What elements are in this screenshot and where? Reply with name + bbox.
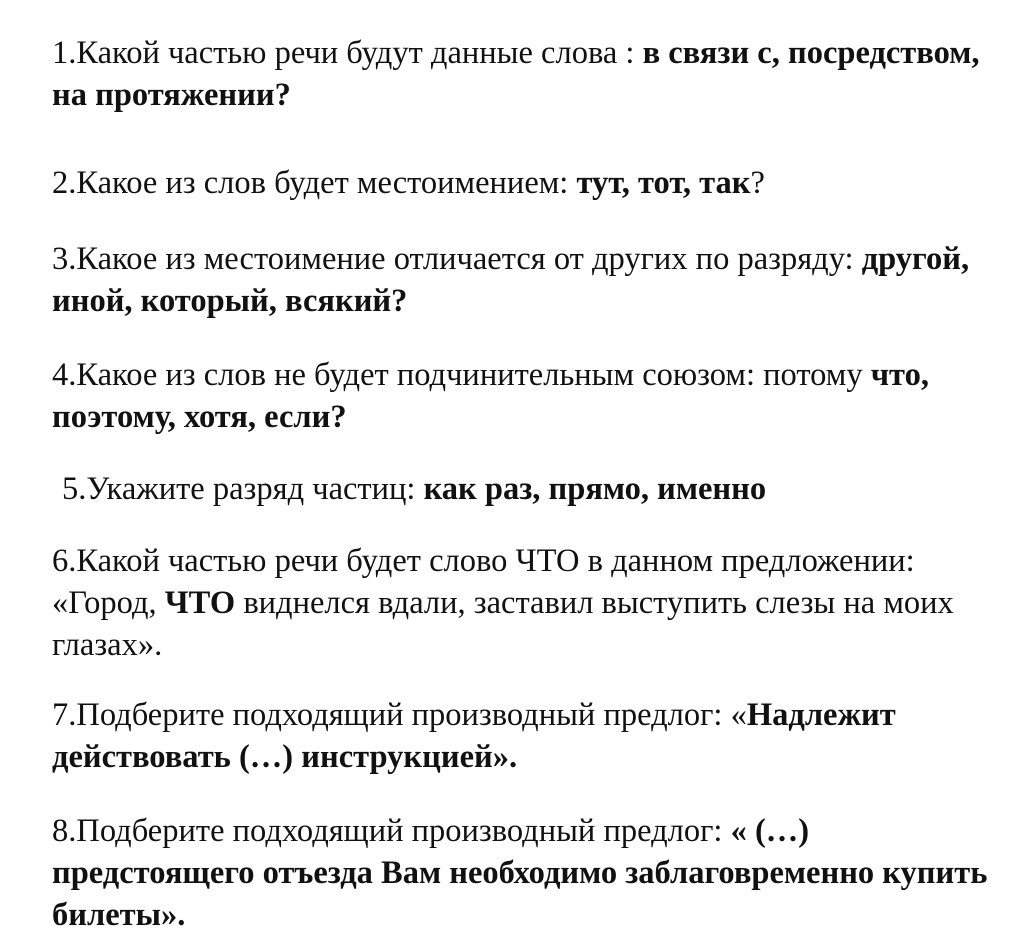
question-2-tail: ? [750, 165, 765, 201]
question-3 [52, 238, 1002, 322]
question-8-text: 8.Подберите подходящий производный предлог: [52, 813, 731, 849]
question-3-text: 3.Какое из местоимение отличается от других по разряду: [52, 241, 862, 277]
question-5-bold: как раз, прямо, именно [423, 471, 767, 507]
question-5-text: 5.Укажите разряд частиц: [62, 471, 424, 507]
question-4-bold: что, поэтому, хотя, если? [52, 357, 929, 435]
question-4 [52, 354, 1002, 438]
question-7-bold: Надлежит действовать (…) инструкцией». [52, 697, 896, 775]
question-8 [52, 810, 1002, 936]
question-1-text: 1.Какой частью речи будут данные слова : [52, 35, 643, 71]
question-1-bold: в связи с, посредством, на протяжении? [52, 35, 980, 113]
question-7-text: 7.Подберите подходящий производный предлог: « [52, 697, 747, 733]
question-1 [52, 32, 1002, 116]
question-2-text: 2.Какое из слов будет местоимением: [52, 165, 577, 201]
question-2 [52, 162, 765, 204]
question-5 [62, 468, 766, 510]
question-6 [52, 540, 1002, 666]
question-8-bold: « (…) предстоящего отъезда Вам необходимо заблаговременно купить билеты». [52, 813, 988, 933]
question-6-bold: ЧТО [164, 585, 236, 621]
question-6-text: 6.Какой частью речи будет слово ЧТО в данном предложении: «Город, [52, 543, 915, 621]
question-3-bold: другой, иной, который, всякий? [52, 241, 970, 319]
question-6-tail: виднелся вдали, заставил выступить слезы на моих глазах». [52, 585, 954, 663]
question-7 [52, 694, 1002, 778]
question-4-text: 4.Какое из слов не будет подчинительным союзом: потому [52, 357, 871, 393]
question-2-bold: тут, тот, так [576, 165, 751, 201]
